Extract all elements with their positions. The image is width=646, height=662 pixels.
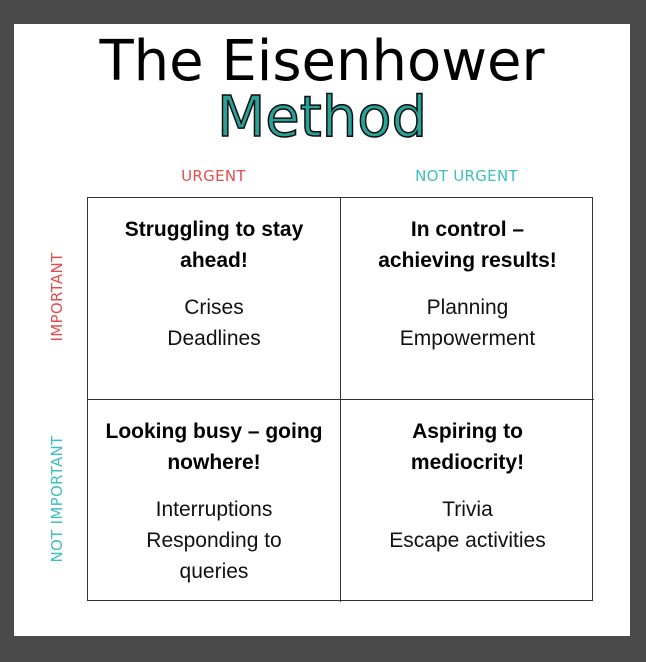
quadrant-items (98, 292, 330, 354)
quadrant-heading (98, 416, 330, 478)
quadrant-not-urgent-important (341, 198, 594, 400)
quadrant-heading-line: mediocrity! (410, 451, 525, 474)
quadrant-heading-line: Struggling to stay (124, 218, 304, 241)
column-label-not-urgent: NOT URGENT (415, 167, 518, 185)
quadrant-heading (351, 214, 584, 276)
quadrant-items (98, 494, 330, 587)
quadrant-item: Planning (426, 296, 509, 319)
diagram-subtitle: Method (216, 85, 428, 150)
quadrant-heading (98, 214, 330, 276)
quadrant-heading (351, 416, 584, 478)
quadrant-heading-line: Looking busy – going (105, 420, 323, 443)
diagram-title: The Eisenhower (99, 29, 545, 94)
quadrant-item: Escape activities (389, 529, 546, 552)
quadrant-urgent-important (88, 198, 341, 400)
quadrant-item: Deadlines (167, 327, 261, 350)
quadrant-item: Crises (184, 296, 244, 319)
quadrant-item: queries (179, 560, 249, 583)
quadrant-heading-line: ahead! (180, 249, 248, 272)
eisenhower-matrix (87, 197, 593, 601)
quadrant-item: Trivia (442, 498, 493, 521)
quadrant-item: Interruptions (155, 498, 273, 521)
quadrant-items (351, 292, 584, 354)
quadrant-item: Responding to (146, 529, 282, 552)
quadrant-heading-line: In control – (410, 218, 525, 241)
quadrant-heading-line: achieving results! (378, 249, 557, 272)
quadrant-heading-line: Aspiring to (412, 420, 523, 443)
quadrant-item: Empowerment (399, 327, 536, 350)
quadrant-heading-line: nowhere! (167, 451, 261, 474)
row-label-important: IMPORTANT (48, 252, 66, 342)
row-label-not-important: NOT IMPORTANT (48, 435, 66, 563)
column-label-urgent: URGENT (181, 167, 246, 185)
quadrant-urgent-not-important (88, 400, 341, 602)
diagram-card (14, 24, 630, 636)
quadrant-items (351, 494, 584, 556)
quadrant-not-urgent-not-important (341, 400, 594, 602)
